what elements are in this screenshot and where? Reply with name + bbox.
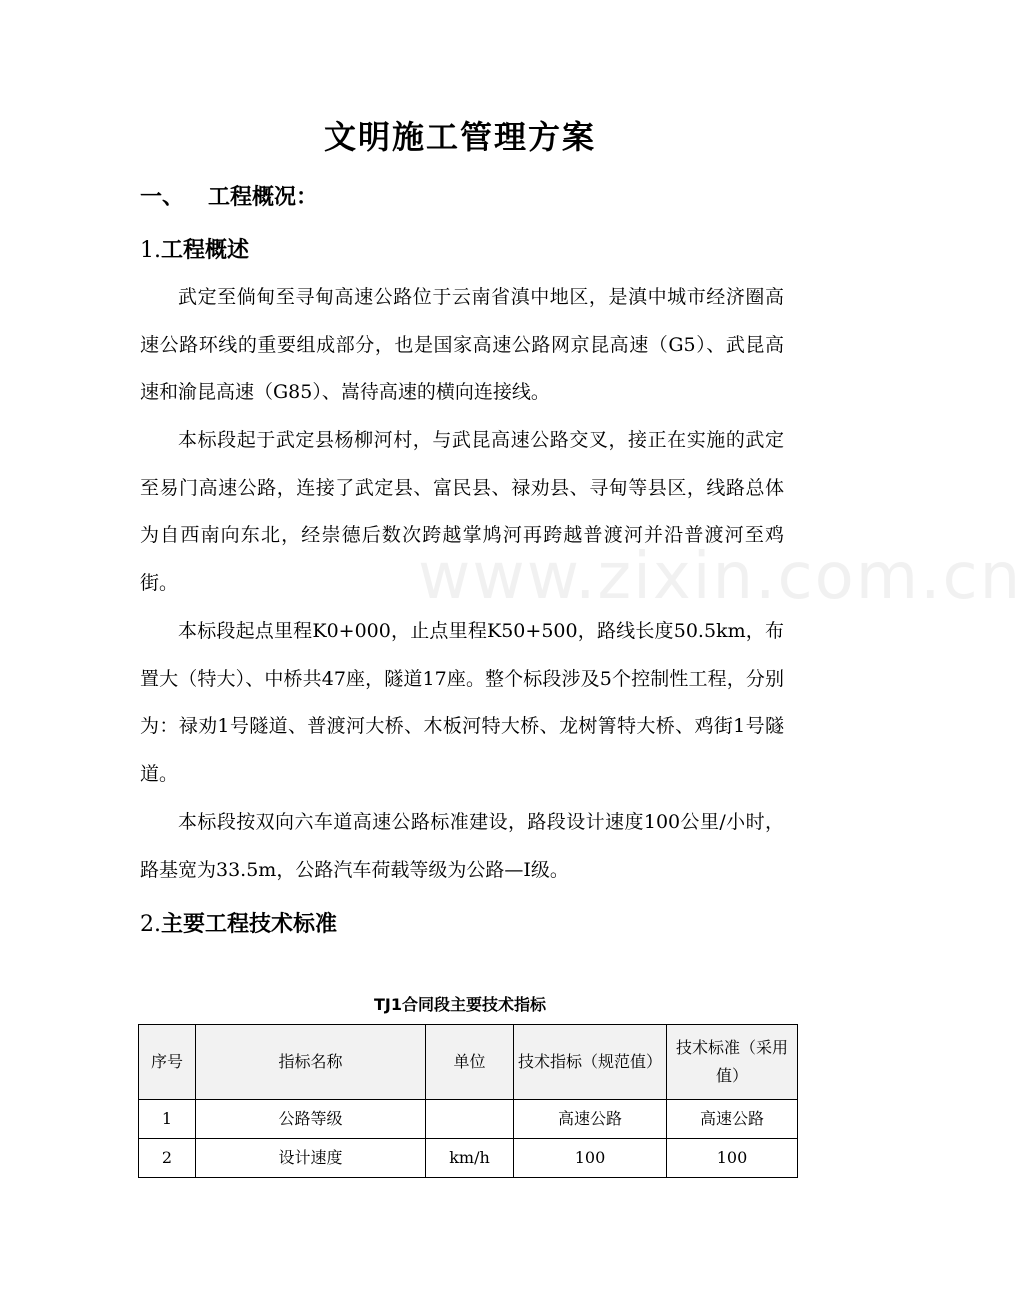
header-cell: 技术指标（规范值） bbox=[514, 1025, 667, 1100]
technical-standards-table bbox=[138, 1024, 798, 1178]
table-row bbox=[139, 1139, 798, 1178]
subsection-heading-summary bbox=[140, 233, 249, 264]
subsection-label: 工程概述 bbox=[161, 238, 250, 263]
subsection-number: 1. bbox=[140, 238, 161, 263]
paragraph-4: 本标段按双向六车道高速公路标准建设，路段设计速度100公里/小时，路基宽为33.5m，公路汽车荷载等级为公路—I级。 bbox=[140, 811, 784, 881]
paragraph-2: 本标段起于武定县杨柳河村，与武昆高速公路交叉，接正在实施的武定至易门高速公路，连接了武定县、富民县、禄劝县、寻甸等县区，线路总体为自西南向东北，经崇德后数次跨越掌鸠河再跨越普渡河并沿普渡河至鸡街。 bbox=[140, 429, 784, 594]
table-cell: 公路等级 bbox=[196, 1100, 426, 1139]
table-header-row bbox=[139, 1025, 798, 1100]
paragraph-1: 武定至倘甸至寻甸高速公路位于云南省滇中地区，是滇中城市经济圈高速公路环线的重要组成部分，也是国家高速公路网京昆高速（G5）、武昆高速和渝昆高速（G85）、嵩待高速的横向连接线。 bbox=[140, 286, 784, 403]
table-cell bbox=[426, 1100, 514, 1139]
subsection-number: 2. bbox=[140, 912, 161, 937]
header-cell: 指标名称 bbox=[196, 1025, 426, 1100]
table-cell: 高速公路 bbox=[514, 1100, 667, 1139]
table-cell: 100 bbox=[667, 1139, 798, 1178]
header-cell: 技术标准（采用值） bbox=[667, 1025, 798, 1100]
subsection-label: 主要工程技术标准 bbox=[161, 912, 338, 937]
header-cell: 序号 bbox=[139, 1025, 196, 1100]
document-title: 文明施工管理方案 bbox=[323, 118, 596, 156]
section-heading-overview bbox=[140, 180, 318, 211]
table-cell: 设计速度 bbox=[196, 1139, 426, 1178]
table-cell: km/h bbox=[426, 1139, 514, 1178]
section-number: 一、 bbox=[140, 185, 185, 210]
header-cell: 单位 bbox=[426, 1025, 514, 1100]
table-cell: 1 bbox=[139, 1100, 196, 1139]
section-label: 工程概况： bbox=[208, 185, 319, 210]
paragraph-3: 本标段起点里程K0+000，止点里程K50+500，路线长度50.5km，布置大（特大）、中桥共47座，隧道17座。整个标段涉及5个控制性工程，分别为：禄劝1号隧道、普渡河大桥、木板河特大桥、龙树箐特大桥、鸡街1号隧道。 bbox=[140, 620, 784, 785]
watermark: www.zixin.com.cn bbox=[418, 540, 1022, 614]
table-caption: TJ1合同段主要技术指标 bbox=[373, 995, 546, 1014]
table-cell: 100 bbox=[514, 1139, 667, 1178]
table-row bbox=[139, 1100, 798, 1139]
table-cell: 2 bbox=[139, 1139, 196, 1178]
subsection-heading-standards bbox=[140, 907, 337, 938]
table-cell: 高速公路 bbox=[667, 1100, 798, 1139]
